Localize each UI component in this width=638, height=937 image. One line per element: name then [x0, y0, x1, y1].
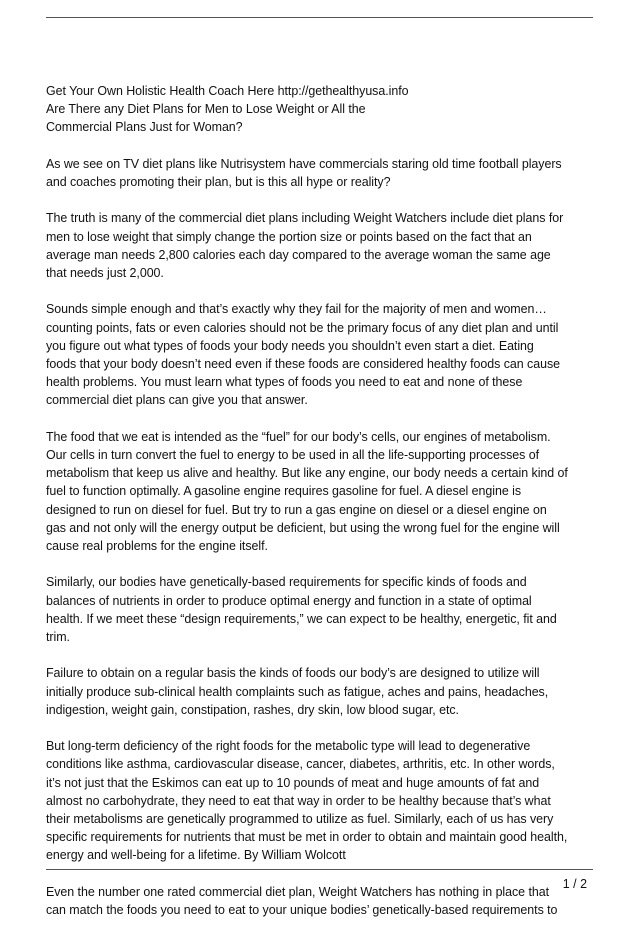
text-line: balances of nutrients in order to produce optimal energy and function in a state of optimal — [46, 593, 532, 608]
text-line: it’s not just that the Eskimos can eat up to 10 pounds of meat and huge amounts of fat and — [46, 775, 540, 790]
text-line: initially produce sub-clinical health complaints such as fatigue, aches and pains, headaches, — [46, 684, 549, 699]
paragraph — [46, 737, 596, 864]
text-line: Our cells in turn convert the fuel to energy to be used in all the life-supporting processes of — [46, 448, 540, 462]
text-line: you figure out what types of foods your body needs you shouldn’t even start a diet. Eating — [46, 338, 534, 353]
text-line: Failure to obtain on a regular basis the kinds of foods our body’s are designed to utilize will — [46, 666, 540, 681]
header-rule — [46, 17, 593, 18]
text-line: counting points, fats or even calories should not be the primary focus of any diet plan and until — [46, 320, 559, 335]
title-line: Are There any Diet Plans for Men to Lose Weight or All the — [46, 102, 366, 117]
text-line: almost no carbohydrate, they need to eat that way in order to be healthy because that’s what — [46, 793, 551, 808]
text-line: fuel to function optimally. A gasoline engine requires gasoline for fuel. A diesel engine is — [46, 484, 522, 499]
document-title — [46, 82, 596, 137]
document-body — [46, 82, 596, 937]
text-line: that needs just 2,000. — [46, 266, 164, 280]
footer-rule — [46, 869, 593, 870]
page-number: 1 / 2 — [562, 877, 587, 891]
text-line: energy and well-being for a lifetime. By William Wolcott — [46, 848, 346, 863]
text-line: conditions like asthma, cardiovascular disease, cancer, diabetes, arthritis, etc. In other words, — [46, 757, 555, 772]
text-line: average man needs 2,800 calories each day compared to the average woman the same age — [46, 247, 551, 262]
text-line: metabolism that keep us alive and healthy. But like any engine, our body needs a certain kind of — [46, 466, 568, 481]
text-line: trim. — [46, 630, 70, 645]
text-line: foods that your body doesn’t need even if these foods are considered healthy foods can cause — [46, 357, 560, 371]
text-line: indigestion, weight gain, constipation, rashes, dry skin, low blood sugar, etc. — [46, 702, 459, 717]
text-line: health. If we meet these “design requirements,” we can expect to be healthy, energetic, fit and — [46, 611, 557, 626]
text-line: and coaches promoting their plan, but is this all hype or reality? — [46, 175, 391, 189]
paragraph — [46, 428, 596, 555]
title-line: Commercial Plans Just for Woman? — [46, 120, 243, 135]
text-line: health problems. You must learn what types of foods you need to eat and none of these — [46, 375, 523, 390]
text-line: The truth is many of the commercial diet plans including Weight Watchers include diet plans for — [46, 211, 564, 226]
paragraph — [46, 664, 596, 719]
paragraph — [46, 300, 596, 409]
text-line: Similarly, our bodies have genetically-based requirements for specific kinds of foods and — [46, 575, 527, 590]
text-line: Even the number one rated commercial diet plan, Weight Watchers has nothing in place that — [46, 884, 550, 899]
text-line: But long-term deficiency of the right foods for the metabolic type will lead to degenerative — [46, 739, 531, 754]
text-line: can match the foods you need to eat to your unique bodies’ genetically-based requirements to — [46, 903, 558, 918]
paragraph — [46, 573, 596, 646]
text-line: Sounds simple enough and that’s exactly why they fail for the majority of men and women… — [46, 302, 547, 317]
text-line: cause real problems for the engine itself. — [46, 539, 268, 554]
text-line: As we see on TV diet plans like Nutrisystem have commercials staring old time football players — [46, 156, 562, 171]
text-line: The food that we eat is intended as the “fuel” for our body’s cells, our engines of metabolism. — [46, 429, 551, 444]
text-line: gas and not only will the energy output be deficient, but using the wrong fuel for the engine will — [46, 520, 560, 535]
text-line: specific requirements for nutrients that must be met in order to obtain and maintain good health, — [46, 830, 568, 845]
text-line: designed to run on diesel for fuel. But try to run a gas engine on diesel or a diesel engine on — [46, 502, 547, 517]
text-line: their metabolisms are genetically programmed to utilize as fuel. Similarly, each of us has very — [46, 812, 554, 827]
title-line: Get Your Own Holistic Health Coach Here http://gethealthyusa.info — [46, 84, 409, 98]
text-line: men to lose weight that simply change the portion size or points based on the fact that an — [46, 229, 532, 244]
paragraph — [46, 883, 596, 919]
paragraph — [46, 155, 596, 191]
paragraph — [46, 209, 596, 282]
text-line: commercial diet plans can give you that answer. — [46, 393, 308, 408]
